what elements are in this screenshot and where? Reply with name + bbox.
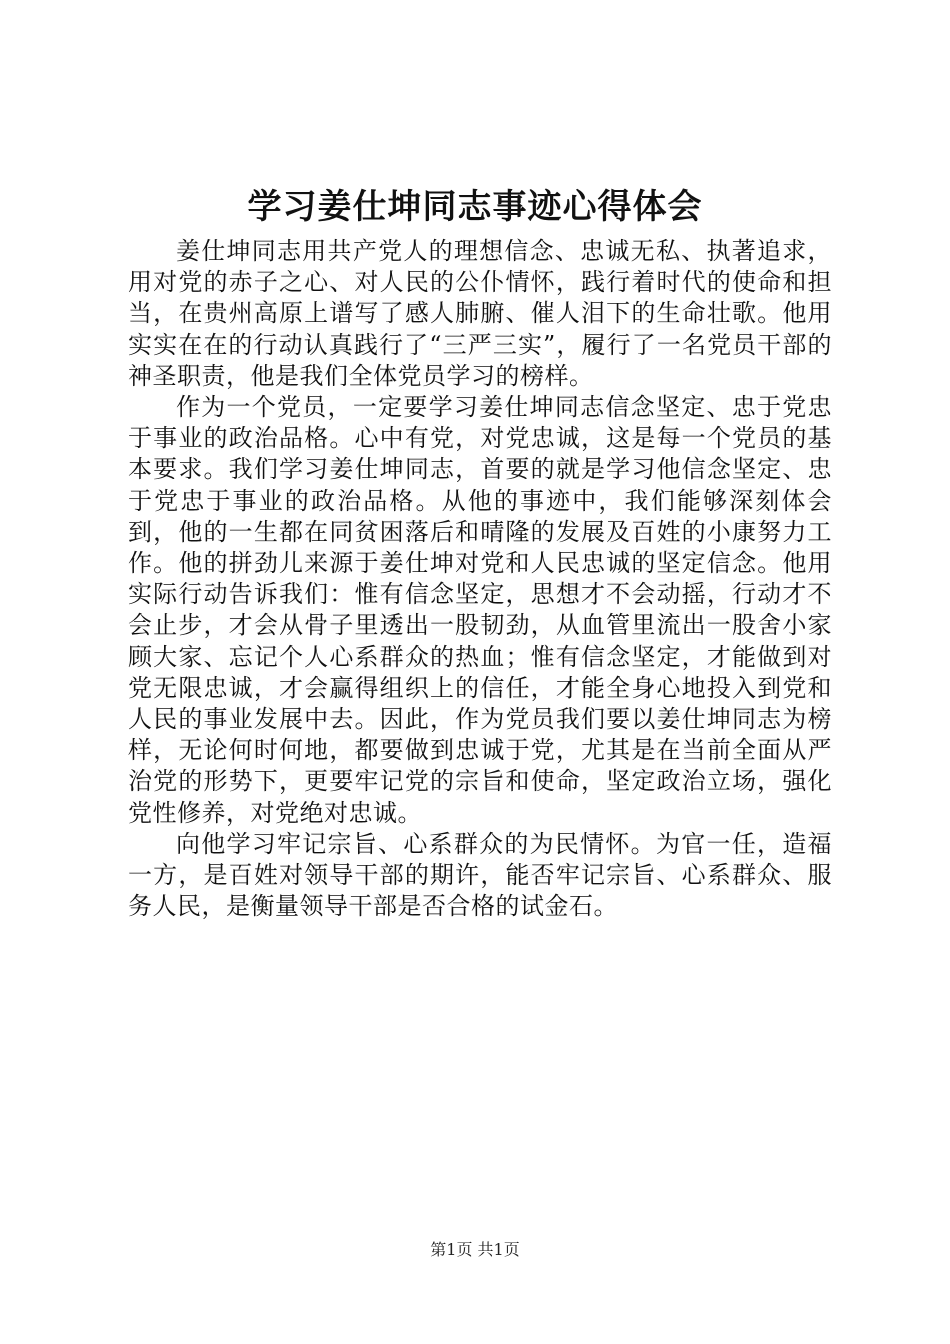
paragraph-3: 向他学习牢记宗旨、心系群众的为民情怀。为官一任，造福一方，是百姓对领导干部的期许，能否牢记宗旨、心系群众、服务人民，是衡量领导干部是否合格的试金石。 — [128, 829, 832, 921]
paragraph-2: 作为一个党员，一定要学习姜仕坤同志信念坚定、忠于党忠于事业的政治品格。心中有党，对党忠诚，这是每一个党员的基本要求。我们学习姜仕坤同志，首要的就是学习他信念坚定、忠于党忠于事业的政治品格。从他的事迹中，我们能够深刻体会到，他的一生都在同贫困落后和晴隆的发展及百姓的小康努力工作。他的拼劲儿来源于姜仕坤对党和人民忠诚的坚定信念。他用实际行动告诉我们：惟有信念坚定，思想才不会动摇，行动才不会止步，才会从骨子里透出一股韧劲，从血管里流出一股舍小家顾大家、忘记个人心系群众的热血；惟有信念坚定，才能做到对党无限忠诚，才会赢得组织上的信任，才能全身心地投入到党和人民的事业发展中去。因此，作为党员我们要以姜仕坤同志为榜样，无论何时何地，都要做到忠诚于党，尤其是在当前全面从严治党的形势下，更要牢记党的宗旨和使命，坚定政治立场，强化党性修养，对党绝对忠诚。 — [128, 393, 832, 827]
document-body — [128, 236, 832, 922]
paragraph-1: 姜仕坤同志用共产党人的理想信念、忠诚无私、执著追求，用对党的赤子之心、对人民的公仆情怀，践行着时代的使命和担当，在贵州高原上谱写了感人肺腑、催人泪下的生命壮歌。他用实实在在的行动认真践行了“三严三实”，履行了一名党员干部的神圣职责，他是我们全体党员学习的榜样。 — [128, 237, 832, 390]
page-footer: 第1页 共1页 — [430, 1240, 520, 1259]
document-title: 学习姜仕坤同志事迹心得体会 — [247, 187, 703, 227]
